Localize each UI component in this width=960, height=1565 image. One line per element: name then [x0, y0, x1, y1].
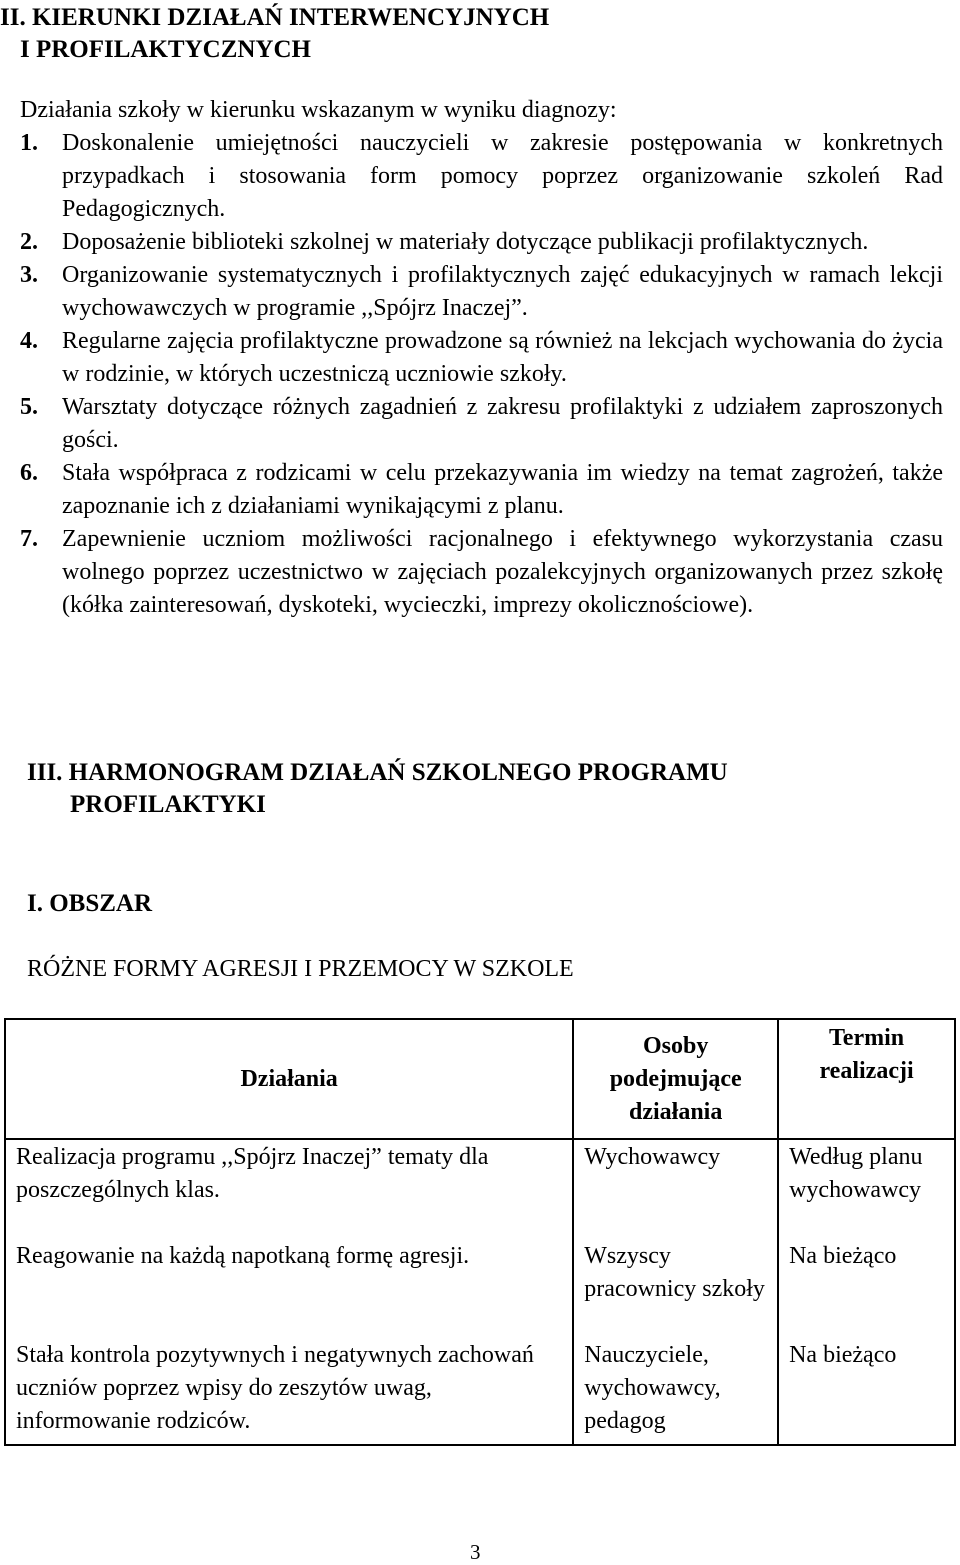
- list-item-number: 1.: [20, 130, 38, 156]
- list-item-text: Zapewnienie uczniom możliwości racjonalnego i efektywnego wykorzystania czasu wolnego poprzez uczestnictwo w zajęciach pozalekcyjnych organizowanych przez szkołę (kółka zainteresowań, dyskoteki, wycieczki, imprezy okolicznościowe).: [62, 526, 943, 618]
- cell-deadline: Na bieżąco: [778, 1239, 955, 1338]
- list-item-number: 4.: [20, 328, 38, 354]
- list-item-number: 6.: [20, 460, 38, 486]
- section-3-title-line-1: III. HARMONOGRAM DZIAŁAŃ SZKOLNEGO PROGRAMU: [27, 759, 728, 786]
- page-number: 3: [470, 1540, 481, 1564]
- list-item-text: Warsztaty dotyczące różnych zagadnień z zakresu profilaktyki z udziałem zaproszonych gości.: [62, 394, 943, 453]
- section-2-title-line-2: I PROFILAKTYCZNYCH: [20, 36, 311, 63]
- cell-responsible: Wszyscy pracownicy szkoły: [573, 1239, 778, 1338]
- list-item-text: Stała współpraca z rodzicami w celu przekazywania im wiedzy na temat zagrożeń, także zapoznanie ich z działaniami wynikającymi z planu.: [62, 460, 943, 519]
- schedule-table: [4, 1018, 956, 1446]
- section-3-title: [27, 757, 728, 821]
- header-deadline: Termin realizacji: [778, 1019, 955, 1139]
- section-2-title: [0, 2, 549, 66]
- list-item-text: Organizowanie systematycznych i profilaktycznych zajęć edukacyjnych w ramach lekcji wychowawczych w programie ,,Spójrz Inaczej”.: [62, 262, 943, 321]
- list-item-number: 5.: [20, 394, 38, 420]
- list-item: [20, 127, 943, 226]
- area-subtitle: RÓŻNE FORMY AGRESJI I PRZEMOCY W SZKOLE: [27, 956, 574, 982]
- cell-action: Realizacja programu ,,Spójrz Inaczej” tematy dla poszczególnych klas.: [5, 1139, 573, 1239]
- list-item-text: Doposażenie biblioteki szkolnej w materiały dotyczące publikacji profilaktycznych.: [62, 229, 869, 255]
- section-2-intro: Działania szkoły w kierunku wskazanym w wyniku diagnozy:: [20, 97, 617, 123]
- table-row: [5, 1139, 955, 1239]
- measures-list: [20, 127, 943, 622]
- cell-deadline: Na bieżąco: [778, 1338, 955, 1445]
- list-item-text: Doskonalenie umiejętności nauczycieli w zakresie postępowania w konkretnych przypadkach i stosowania form pomocy poprzez organizowanie szkoleń Rad Pedagogicznych.: [62, 130, 943, 222]
- list-item-number: 2.: [20, 229, 38, 255]
- list-item-text: Regularne zajęcia profilaktyczne prowadzone są również na lekcjach wychowania do życia w rodzinie, w których uczestniczą uczniowie szkoły.: [62, 328, 943, 387]
- area-title: I. OBSZAR: [27, 890, 153, 917]
- list-item-number: 3.: [20, 262, 38, 288]
- list-item: [20, 325, 943, 391]
- table-row: [5, 1239, 955, 1338]
- cell-action: Reagowanie na każdą napotkaną formę agresji.: [5, 1239, 573, 1338]
- list-item: [20, 457, 943, 523]
- cell-responsible: Wychowawcy: [573, 1139, 778, 1239]
- cell-responsible: Nauczyciele, wychowawcy, pedagog: [573, 1338, 778, 1445]
- table-header-row: [5, 1019, 955, 1139]
- list-item-number: 7.: [20, 526, 38, 552]
- list-item: [20, 523, 943, 622]
- cell-action: Stała kontrola pozytywnych i negatywnych zachowań uczniów poprzez wpisy do zeszytów uwag, informowanie rodziców.: [5, 1338, 573, 1445]
- list-item: [20, 259, 943, 325]
- list-item: [20, 226, 943, 259]
- cell-deadline: Według planu wychowawcy: [778, 1139, 955, 1239]
- header-responsible: Osoby podejmujące działania: [573, 1019, 778, 1139]
- table-row: [5, 1338, 955, 1445]
- section-3-title-line-2: PROFILAKTYKI: [70, 791, 266, 818]
- header-actions: Działania: [5, 1019, 573, 1139]
- section-2-title-line-1: II. KIERUNKI DZIAŁAŃ INTERWENCYJNYCH: [0, 4, 550, 31]
- list-item: [20, 391, 943, 457]
